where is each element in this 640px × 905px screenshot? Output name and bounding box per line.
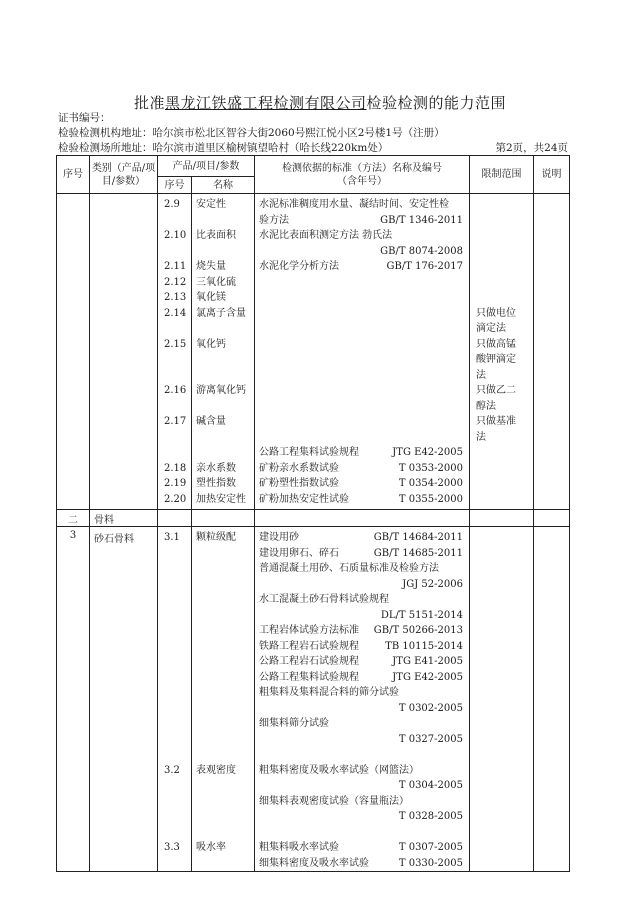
- standard-line: [255, 794, 469, 810]
- sub-name: 颗粒级配: [196, 532, 236, 543]
- standard-line: [255, 623, 469, 639]
- standard-line: [255, 259, 469, 275]
- standard-line: [255, 275, 469, 291]
- sub-name: 亲水系数: [196, 462, 236, 474]
- sub-number: [158, 608, 191, 624]
- standard-line: [255, 445, 469, 461]
- standard-line: [255, 561, 469, 577]
- sub-name: [192, 778, 254, 794]
- empty-cell: [534, 510, 570, 527]
- sub-name: [192, 213, 254, 229]
- standard-code: T 0307-2005: [398, 842, 463, 853]
- standard-line: [255, 825, 469, 841]
- standard-line: [255, 732, 469, 748]
- standard-line: [255, 840, 469, 856]
- standard-name: 细集料筛分试验: [259, 718, 329, 729]
- sub-name: [192, 670, 254, 686]
- institution-address: 检验检测机构地址：哈尔滨市松北区智谷大街2060号熙江悦小区2号楼1号（注册）: [58, 127, 445, 139]
- cell-standards: [255, 527, 470, 872]
- sub-name: [192, 561, 254, 577]
- sub-number: [158, 654, 191, 670]
- limit-list: [470, 197, 533, 443]
- limit-line: [473, 213, 533, 229]
- standard-line: [255, 747, 469, 763]
- standard-line: [255, 716, 469, 732]
- standard-code: T 0354-2000: [398, 478, 463, 489]
- sub-name: 三氧化硫: [196, 276, 236, 288]
- standard-line: [255, 213, 469, 229]
- cell-sub-numbers: [158, 194, 192, 510]
- sub-name: [192, 856, 254, 872]
- row-category: 砂石骨料: [90, 527, 158, 872]
- standard-name: 建设用卵石、碎石: [259, 547, 339, 559]
- standard-code: DL/T 5151-2014: [380, 609, 463, 621]
- cell-limits: [470, 527, 534, 872]
- limit-line: 只做基准: [476, 416, 516, 427]
- sub-number: [158, 701, 191, 717]
- sub-number: [158, 546, 191, 562]
- limit-line: [473, 476, 533, 492]
- sub-name: [192, 352, 254, 368]
- cell-category: [90, 194, 158, 510]
- standard-code: GB/T 50266-2013: [373, 625, 463, 636]
- sub-number: [158, 352, 191, 368]
- sub-number: 2.9: [164, 199, 180, 210]
- limit-line: [473, 197, 533, 213]
- sub-name: [192, 244, 254, 260]
- empty-cell: [255, 510, 470, 527]
- empty-cell: [158, 510, 192, 527]
- cell-note: [534, 527, 570, 872]
- empty-cell: [192, 510, 255, 527]
- header-note: 说明: [534, 156, 570, 194]
- sub-name: [192, 445, 254, 461]
- standard-name: 细集料表观密度试验（容量瓶法）: [259, 795, 409, 807]
- sub-name: [192, 592, 254, 608]
- sub-number: [158, 321, 191, 337]
- capability-table: [56, 155, 570, 872]
- limit-line: 只做高锰: [476, 338, 516, 350]
- sub-number: 2.19: [164, 478, 187, 489]
- standard-code: GB/T 14685-2011: [373, 547, 463, 559]
- limit-line: [473, 275, 533, 291]
- limit-line: [473, 445, 533, 461]
- cell-seq: [57, 194, 90, 510]
- sub-name: 加热安定性: [196, 493, 246, 505]
- sub-name: [192, 701, 254, 717]
- limit-line: 醇法: [476, 400, 496, 412]
- standard-name: 建设用砂: [259, 532, 299, 543]
- standard-code: T 0330-2005: [398, 857, 463, 869]
- testing-site-address: 检验检测场所地址：哈尔滨市道里区榆树镇望哈村（哈长线220km处）: [58, 142, 389, 154]
- standard-name: 公路工程岩石试验规程: [259, 656, 359, 667]
- standard-code: GB/T 1346-2011: [380, 214, 463, 226]
- sub-number: 3.3: [164, 842, 180, 853]
- sub-number: [158, 430, 191, 446]
- sub-name: 氧化钙: [196, 338, 226, 350]
- sub-name: [192, 685, 254, 701]
- limit-line: 只做乙二: [476, 385, 516, 396]
- limit-line: [473, 290, 533, 306]
- sub-number: [158, 577, 191, 593]
- standard-line: [255, 244, 469, 260]
- sub-name: 吸水率: [196, 842, 226, 853]
- standard-list: [255, 197, 469, 507]
- standard-line: [255, 492, 469, 508]
- standard-line: [255, 546, 469, 562]
- sub-name: [192, 577, 254, 593]
- standard-line: [255, 399, 469, 415]
- header-limit: 限制范围: [470, 156, 534, 194]
- header-sub-seq: 序号: [158, 177, 192, 194]
- standard-code: GB/T 176-2017: [386, 261, 463, 272]
- sub-number: 2.10: [164, 230, 187, 241]
- table-row-aggregate-heading: [57, 510, 570, 527]
- standard-name: 粗集料及集料混合料的筛分试验: [259, 687, 399, 698]
- sub-name: 比表面积: [196, 230, 236, 241]
- sub-number: 3.1: [164, 532, 180, 543]
- standard-line: [255, 476, 469, 492]
- standard-code: JTG E42-2005: [392, 671, 463, 683]
- sub-number: [158, 685, 191, 701]
- standard-line: [255, 654, 469, 670]
- sub-number: [158, 399, 191, 415]
- limit-line: [473, 259, 533, 275]
- standard-line: [255, 701, 469, 717]
- header-standard: 检测依据的标准（方法）名称及编号（含年号）: [255, 156, 470, 194]
- standard-name: 水泥标准稠度用水量、凝结时间、安定性检: [259, 199, 449, 210]
- standard-line: [255, 383, 469, 399]
- empty-cell: [470, 510, 534, 527]
- standard-line: [255, 639, 469, 655]
- sub-number: 2.16: [164, 385, 187, 396]
- limit-line: 滴定法: [476, 323, 506, 334]
- sub-name: [192, 825, 254, 841]
- standard-name: 普通混凝土用砂、石质量标准及检验方法: [259, 563, 439, 574]
- sub-name: [192, 321, 254, 337]
- sub-name: [192, 654, 254, 670]
- limit-line: [473, 244, 533, 260]
- standard-name: 工程岩体试验方法标准: [259, 625, 359, 636]
- sub-number: 2.14: [164, 307, 187, 319]
- standard-line: [255, 337, 469, 353]
- standard-name: 粗集料吸水率试验: [259, 842, 339, 853]
- page-number: 第2页，共24页: [495, 142, 568, 154]
- header-sub-name: 名称: [192, 177, 255, 194]
- cell-standards: [255, 194, 470, 510]
- cell-sub-names: [192, 527, 255, 872]
- sub-number: [158, 368, 191, 384]
- sub-number: [158, 794, 191, 810]
- standard-line: [255, 352, 469, 368]
- cell-note: [534, 194, 570, 510]
- sub-name: 游离氧化钙: [196, 385, 246, 396]
- limit-line: 法: [476, 431, 486, 443]
- limit-line: 只做电位: [476, 307, 516, 319]
- standard-line: [255, 670, 469, 686]
- standard-line: [255, 290, 469, 306]
- sub-name-list: [192, 530, 254, 871]
- sub-number: [158, 561, 191, 577]
- standard-code: T 0355-2000: [398, 493, 463, 505]
- limit-line: 酸钾滴定: [476, 354, 516, 365]
- standard-line: [255, 809, 469, 825]
- standard-code: JGJ 52-2006: [402, 578, 463, 590]
- sub-number-list: [158, 530, 191, 871]
- standard-code: T 0302-2005: [398, 702, 463, 714]
- standard-line: [255, 530, 469, 546]
- table-row-cement-section: [57, 194, 570, 510]
- standard-name: 公路工程集料试验规程: [259, 447, 359, 458]
- sub-number: [158, 732, 191, 748]
- sub-name: 塑性指数: [196, 478, 236, 489]
- sub-name: [192, 399, 254, 415]
- sub-name: 安定性: [196, 199, 226, 210]
- limit-line: [473, 492, 533, 508]
- cell-limits: [470, 194, 534, 510]
- standard-code: GB/T 14684-2011: [373, 532, 463, 543]
- sub-number: 3.2: [164, 764, 180, 776]
- cell-sub-numbers: [158, 527, 192, 872]
- standard-line: [255, 685, 469, 701]
- sub-name: [192, 368, 254, 384]
- section-seq: 二: [57, 510, 90, 527]
- standard-line: [255, 461, 469, 477]
- sub-name: 氯离子含量: [196, 307, 246, 319]
- sub-number: [158, 670, 191, 686]
- standard-code: GB/T 8074-2008: [380, 245, 463, 257]
- standard-name: 水泥化学分析方法: [259, 261, 339, 272]
- sub-number: [158, 244, 191, 260]
- sub-number: 2.12: [164, 276, 187, 288]
- standard-name: 铁路工程岩石试验规程: [259, 640, 359, 652]
- sub-number: [158, 213, 191, 229]
- standard-name: 水工混凝土砂石骨料试验规程: [259, 594, 389, 605]
- standard-line: [255, 577, 469, 593]
- sub-number: [158, 639, 191, 655]
- sub-name: [192, 546, 254, 562]
- sub-number: [158, 856, 191, 872]
- standard-line: [255, 228, 469, 244]
- standard-line: [255, 430, 469, 446]
- sub-name: [192, 430, 254, 446]
- sub-number: 2.13: [164, 292, 187, 303]
- cell-sub-names: [192, 194, 255, 510]
- standard-code: JTG E41-2005: [392, 656, 463, 667]
- sub-name: 碱含量: [196, 416, 226, 427]
- sub-name: [192, 747, 254, 763]
- certificate-number-label: 证书编号：: [58, 112, 111, 124]
- standard-code: JTG E42-2005: [392, 447, 463, 458]
- standard-code: T 0328-2005: [398, 811, 463, 822]
- title-suffix: 检验检测的能力范围: [366, 94, 507, 112]
- standard-line: [255, 414, 469, 430]
- standard-line: [255, 778, 469, 794]
- sub-number: [158, 778, 191, 794]
- standard-name: 矿粉加热安定性试验: [259, 493, 349, 505]
- sub-name: [192, 716, 254, 732]
- sub-number: [158, 623, 191, 639]
- title-organization: 黑龙江铁盛工程检测有限公司: [164, 94, 367, 112]
- section-category: 骨料: [90, 510, 158, 527]
- standard-list: [255, 530, 469, 871]
- sub-name: 烧失量: [196, 261, 226, 272]
- sub-name: [192, 623, 254, 639]
- sub-name: [192, 732, 254, 748]
- standard-line: [255, 763, 469, 779]
- standard-code: T 0327-2005: [398, 733, 463, 745]
- sub-number: [158, 445, 191, 461]
- sub-number: 2.18: [164, 462, 187, 474]
- limit-line: [473, 461, 533, 477]
- sub-number: [158, 825, 191, 841]
- standard-line: [255, 592, 469, 608]
- standard-name: 矿粉亲水系数试验: [259, 462, 339, 474]
- sub-number: [158, 592, 191, 608]
- standard-line: [255, 368, 469, 384]
- row-seq: 3: [57, 527, 90, 872]
- standard-name: 水泥比表面积测定方法 勃氏法: [259, 230, 393, 241]
- standard-code: T 0304-2005: [398, 780, 463, 791]
- sub-name-list: [192, 197, 254, 507]
- sub-name: [192, 608, 254, 624]
- standard-name: 细集料密度及吸水率试验: [259, 857, 369, 869]
- sub-name: [192, 639, 254, 655]
- standard-name: 矿粉塑性指数试验: [259, 478, 339, 489]
- header-category: 类别（产品/项目/参数）: [90, 156, 158, 194]
- header-seq: 序号: [57, 156, 90, 194]
- sub-name: [192, 809, 254, 825]
- standard-line: [255, 321, 469, 337]
- sub-number: 2.11: [164, 261, 187, 272]
- title-prefix: 批准: [133, 94, 165, 112]
- standard-name: 粗集料密度及吸水率试验（网篮法）: [259, 764, 419, 776]
- header-product: 产品/项目/参数: [158, 156, 255, 177]
- sub-number: 2.20: [164, 493, 187, 505]
- limit-line: [473, 228, 533, 244]
- standard-code: T 0353-2000: [398, 462, 463, 474]
- standard-line: [255, 856, 469, 872]
- sub-number: [158, 747, 191, 763]
- sub-number-list: [158, 197, 191, 507]
- sub-name: 表观密度: [196, 764, 236, 776]
- sub-number: [158, 809, 191, 825]
- standard-name: 验方法: [259, 214, 289, 226]
- sub-number: 2.15: [164, 338, 187, 350]
- sub-name: [192, 794, 254, 810]
- standard-name: 公路工程集料试验规程: [259, 671, 359, 683]
- standard-line: [255, 306, 469, 322]
- sub-name: 氧化镁: [196, 292, 226, 303]
- sub-number: [158, 716, 191, 732]
- limit-line: 法: [476, 369, 486, 381]
- standard-line: [255, 197, 469, 213]
- standard-code: TB 10115-2014: [385, 640, 463, 652]
- sub-number: 2.17: [164, 416, 187, 427]
- table-row-sand-gravel: [57, 527, 570, 872]
- standard-line: [255, 608, 469, 624]
